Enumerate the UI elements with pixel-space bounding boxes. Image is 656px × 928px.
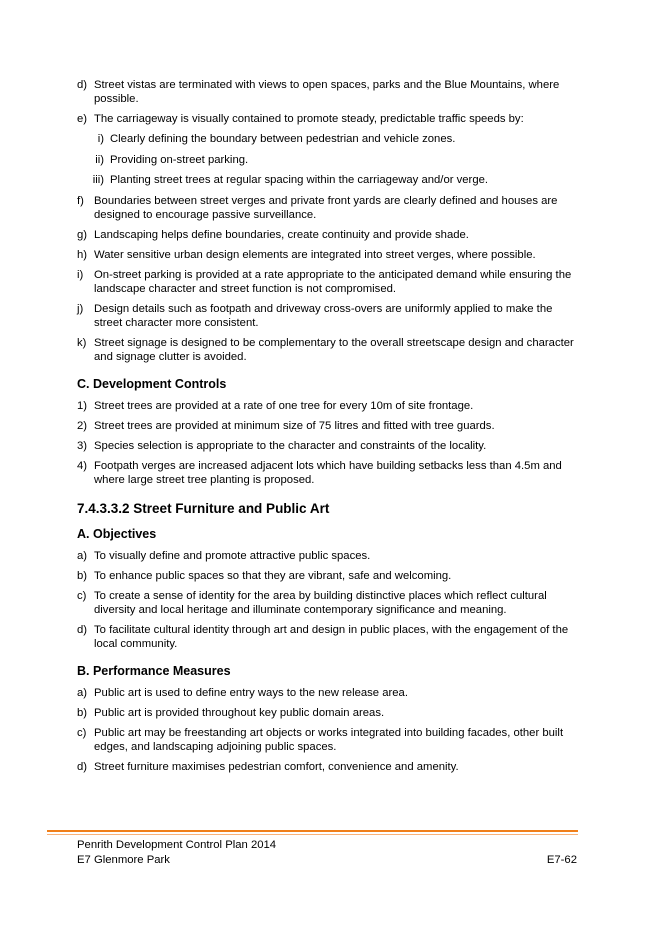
sub-list-item bbox=[77, 132, 577, 146]
item-label: c) bbox=[77, 589, 87, 602]
sub-list-item bbox=[77, 153, 577, 167]
item-label: 2) bbox=[77, 419, 88, 432]
list-item bbox=[77, 336, 577, 364]
footer-section: E7 Glenmore Park bbox=[77, 854, 170, 866]
item-text: Public art is used to define entry ways to the new release area. bbox=[94, 686, 408, 699]
item-label: g) bbox=[77, 228, 88, 241]
page-number: E7-62 bbox=[546, 854, 577, 866]
item-label: 4) bbox=[77, 459, 88, 472]
list-item bbox=[77, 302, 577, 330]
item-text: To create a sense of identity for the area by building distinctive places which reflect cultural diversity and local heritage and illuminate contemporary significance and meaning. bbox=[94, 589, 547, 616]
item-text: To visually define and promote attractive public spaces. bbox=[94, 549, 371, 562]
item-label: c) bbox=[77, 726, 87, 739]
item-text: Street trees are provided at minimum size of 75 litres and fitted with tree guards. bbox=[94, 419, 495, 432]
item-label: a) bbox=[77, 549, 88, 562]
sub-list-item bbox=[77, 173, 577, 187]
item-text: To facilitate cultural identity through art and design in public places, with the engagement of the local community. bbox=[94, 623, 569, 650]
item-text: Species selection is appropriate to the character and constraints of the locality. bbox=[94, 439, 487, 452]
item-label: 1) bbox=[77, 399, 88, 412]
item-label: b) bbox=[77, 706, 88, 719]
page-content bbox=[77, 78, 577, 780]
item-label: 3) bbox=[77, 439, 88, 452]
list-item bbox=[77, 623, 577, 651]
objectives-heading: A. Objectives bbox=[77, 526, 157, 541]
list-item bbox=[77, 194, 577, 222]
list-item bbox=[77, 419, 577, 433]
item-text: Water sensitive urban design elements are integrated into street verges, where possible. bbox=[94, 248, 536, 261]
item-text: Boundaries between street verges and private front yards are clearly defined and houses are designed to encourage passive surveillance. bbox=[94, 194, 558, 221]
footer-rule bbox=[47, 830, 578, 832]
performance-measures-heading: B. Performance Measures bbox=[77, 663, 231, 678]
section-title: 7.4.3.3.2 Street Furniture and Public Art bbox=[77, 500, 330, 516]
sub-item-label: iii) bbox=[92, 174, 104, 187]
list-item bbox=[77, 439, 577, 453]
list-item bbox=[77, 686, 577, 700]
item-label: d) bbox=[77, 623, 88, 636]
item-text: On-street parking is provided at a rate appropriate to the anticipated demand while ensuring the landscape character and street function is not compromised. bbox=[94, 268, 572, 295]
item-text: Street signage is designed to be complementary to the overall streetscape design and character and signage clutter is avoided. bbox=[94, 336, 574, 363]
list-item bbox=[77, 760, 577, 774]
item-label: d) bbox=[77, 79, 88, 91]
item-label: f) bbox=[77, 194, 84, 207]
sub-item-label: ii) bbox=[95, 153, 104, 166]
item-text: The carriageway is visually contained to promote steady, predictable traffic speeds by: bbox=[94, 113, 524, 125]
list-item bbox=[77, 112, 577, 126]
footer-doc-title: Penrith Development Control Plan 2014 bbox=[77, 839, 277, 851]
item-text: Street trees are provided at a rate of one tree for every 10m of site frontage. bbox=[94, 399, 474, 412]
item-label: h) bbox=[77, 248, 88, 261]
item-text: Landscaping helps define boundaries, create continuity and provide shade. bbox=[94, 228, 469, 241]
list-item bbox=[77, 78, 577, 106]
item-label: e) bbox=[77, 113, 88, 125]
item-label: b) bbox=[77, 569, 88, 582]
item-label: d) bbox=[77, 760, 88, 773]
list-item bbox=[77, 228, 577, 242]
item-text: Public art may be freestanding art objects or works integrated into building facades, other built edges, and landscaping adjoining public spaces. bbox=[94, 726, 564, 753]
sub-item-label: i) bbox=[97, 133, 104, 145]
development-controls-heading: C. Development Controls bbox=[77, 376, 227, 391]
list-item bbox=[77, 459, 577, 487]
list-item bbox=[77, 589, 577, 617]
sub-item-text: Planting street trees at regular spacing within the carriageway and/or verge. bbox=[110, 174, 489, 187]
footer-rule-light bbox=[47, 834, 578, 836]
sub-item-text: Clearly defining the boundary between pedestrian and vehicle zones. bbox=[110, 133, 456, 145]
list-item bbox=[77, 268, 577, 296]
item-label: i) bbox=[77, 268, 84, 281]
list-item bbox=[77, 706, 577, 720]
item-text: Footpath verges are increased adjacent lots which have building setbacks less than 4.5m and where large street tree planting is proposed. bbox=[94, 459, 562, 486]
item-text: Public art is provided throughout key public domain areas. bbox=[94, 706, 385, 719]
sub-item-text: Providing on-street parking. bbox=[110, 153, 249, 166]
list-item bbox=[77, 399, 577, 413]
item-label: j) bbox=[77, 302, 84, 315]
list-item bbox=[77, 569, 577, 583]
item-text: Design details such as footpath and driveway cross-overs are uniformly applied to make the street character more consistent. bbox=[94, 302, 553, 329]
list-item bbox=[77, 549, 577, 563]
item-text: To enhance public spaces so that they are vibrant, safe and welcoming. bbox=[94, 569, 452, 582]
footer-row bbox=[77, 853, 577, 868]
item-text: Street vistas are terminated with views to open spaces, parks and the Blue Mountains, where possible. bbox=[94, 79, 560, 105]
list-item bbox=[77, 726, 577, 754]
list-item bbox=[77, 248, 577, 262]
page-footer bbox=[77, 838, 577, 868]
item-label: k) bbox=[77, 336, 87, 349]
item-label: a) bbox=[77, 686, 88, 699]
item-text: Street furniture maximises pedestrian comfort, convenience and amenity. bbox=[94, 760, 459, 773]
